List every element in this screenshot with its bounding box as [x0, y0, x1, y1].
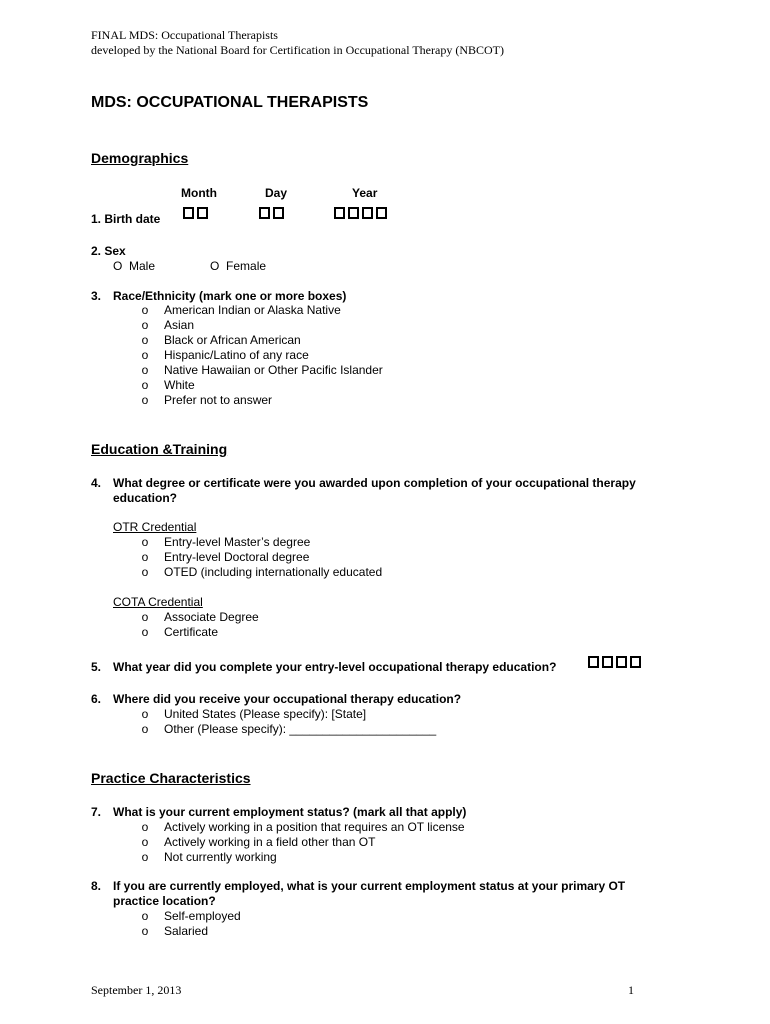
option-item[interactable] — [140, 565, 382, 580]
birth-date-label: 1. Birth date — [91, 212, 161, 226]
option-item[interactable] — [140, 625, 259, 640]
question-8-text-line-1: If you are currently employed, what is your current employment status at your primary OT — [113, 879, 626, 893]
birth-month-boxes[interactable] — [183, 207, 208, 219]
option-item[interactable] — [140, 535, 382, 550]
option-item[interactable] — [140, 835, 465, 850]
race-options — [140, 303, 383, 408]
bullet[interactable]: o — [141, 850, 149, 864]
option-label: OTED (including internationally educated — [164, 565, 383, 579]
bullet[interactable]: o — [141, 333, 149, 347]
bullet[interactable]: o — [141, 707, 149, 721]
question-7-number: 7. — [91, 805, 102, 819]
sex-option-female[interactable] — [210, 259, 266, 274]
option-label: Actively working in a position that requires an OT license — [164, 820, 465, 834]
checkbox[interactable] — [630, 656, 641, 668]
completion-year-boxes[interactable] — [588, 656, 641, 668]
option-item[interactable] — [140, 393, 383, 408]
option-label: Male — [129, 259, 156, 273]
question-3-number: 3. — [91, 289, 102, 303]
sex-option-male[interactable] — [113, 259, 155, 274]
q7-options — [140, 820, 465, 865]
option-label: White — [164, 378, 195, 392]
bullet[interactable]: o — [141, 318, 149, 332]
bullet[interactable]: o — [141, 565, 149, 579]
question-3-text: Race/Ethnicity (mark one or more boxes) — [113, 289, 347, 303]
checkbox[interactable] — [348, 207, 359, 219]
option-label: Prefer not to answer — [164, 393, 273, 407]
option-label: Entry-level Master’s degree — [164, 535, 311, 549]
birth-day-boxes[interactable] — [259, 207, 284, 219]
option-item[interactable] — [140, 348, 383, 363]
bullet[interactable]: o — [141, 393, 149, 407]
question-7-text: What is your current employment status? (mark all that apply) — [113, 805, 467, 819]
section-heading-education: Education &Training — [91, 441, 228, 457]
option-label: Salaried — [164, 924, 209, 938]
option-label: Not currently working — [164, 850, 277, 864]
cota-options — [140, 610, 259, 640]
otr-options — [140, 535, 382, 580]
option-item[interactable] — [140, 378, 383, 393]
checkbox[interactable] — [334, 207, 345, 219]
option-item[interactable] — [140, 850, 465, 865]
option-label: Native Hawaiian or Other Pacific Islander — [164, 363, 383, 377]
option-item[interactable] — [140, 924, 241, 939]
column-label-month: Month — [181, 186, 217, 200]
question-6-text: Where did you receive your occupational therapy education? — [113, 692, 462, 706]
question-8-text-line-2: practice location? — [113, 894, 216, 908]
bullet[interactable]: o — [141, 625, 149, 639]
page-number: 1 — [628, 983, 634, 997]
option-label: Entry-level Doctoral degree — [164, 550, 310, 564]
option-item[interactable] — [140, 550, 382, 565]
cota-credential-label: COTA Credential — [113, 595, 203, 609]
option-label: United States (Please specify): [State] — [164, 707, 367, 721]
section-heading-demographics: Demographics — [91, 150, 189, 166]
question-5-number: 5. — [91, 660, 102, 674]
bullet[interactable]: o — [141, 378, 149, 392]
option-item[interactable] — [140, 303, 383, 318]
option-item[interactable] — [140, 722, 436, 737]
column-label-year: Year — [352, 186, 378, 200]
page-title: MDS: OCCUPATIONAL THERAPISTS — [91, 94, 369, 111]
checkbox[interactable] — [588, 656, 599, 668]
question-4-text-line-2: education? — [113, 491, 178, 505]
bullet[interactable]: o — [141, 610, 149, 624]
option-label: Female — [226, 259, 267, 273]
bullet[interactable]: o — [141, 924, 149, 938]
question-6-number: 6. — [91, 692, 102, 706]
option-item[interactable] — [140, 363, 383, 378]
question-5-text: What year did you complete your entry-level occupational therapy education? — [113, 660, 557, 674]
option-item[interactable] — [140, 909, 241, 924]
radio-marker[interactable]: O — [113, 259, 123, 273]
footer-date: September 1, 2013 — [91, 983, 182, 997]
column-label-day: Day — [265, 186, 288, 200]
option-label: Certificate — [164, 625, 219, 639]
checkbox[interactable] — [376, 207, 387, 219]
radio-marker[interactable]: O — [210, 259, 220, 273]
option-item[interactable] — [140, 333, 383, 348]
option-label: Black or African American — [164, 333, 301, 347]
bullet[interactable]: o — [141, 303, 149, 317]
bullet[interactable]: o — [141, 550, 149, 564]
header-line-2: developed by the National Board for Certification in Occupational Therapy (NBCOT) — [91, 43, 504, 57]
checkbox[interactable] — [197, 207, 208, 219]
checkbox[interactable] — [273, 207, 284, 219]
q6-options — [140, 707, 436, 737]
bullet[interactable]: o — [141, 348, 149, 362]
bullet[interactable]: o — [141, 835, 149, 849]
option-item[interactable] — [140, 610, 259, 625]
option-label: Self-employed — [164, 909, 241, 923]
checkbox[interactable] — [602, 656, 613, 668]
question-8-number: 8. — [91, 879, 102, 893]
bullet[interactable]: o — [141, 722, 149, 736]
bullet[interactable]: o — [141, 535, 149, 549]
q8-options — [140, 909, 241, 939]
section-heading-practice: Practice Characteristics — [91, 770, 251, 786]
option-label: Actively working in a field other than OT — [164, 835, 376, 849]
question-4-number: 4. — [91, 476, 102, 490]
bullet[interactable]: o — [141, 363, 149, 377]
option-label: Other (Please specify): ______________________ — [164, 722, 437, 736]
option-label: Asian — [164, 318, 195, 332]
option-item[interactable] — [140, 318, 383, 333]
option-item[interactable] — [140, 820, 465, 835]
otr-credential-label: OTR Credential — [113, 520, 197, 534]
option-label: American Indian or Alaska Native — [164, 303, 341, 317]
option-item[interactable] — [140, 707, 436, 722]
header-line-1: FINAL MDS: Occupational Therapists — [91, 28, 278, 42]
bullet[interactable]: o — [141, 909, 149, 923]
birth-year-boxes[interactable] — [334, 207, 387, 219]
question-4-text-line-1: What degree or certificate were you awarded upon completion of your occupational therapy — [113, 476, 636, 490]
checkbox[interactable] — [259, 207, 270, 219]
sex-label: 2. Sex — [91, 244, 126, 258]
option-label: Hispanic/Latino of any race — [164, 348, 309, 362]
checkbox[interactable] — [616, 656, 627, 668]
checkbox[interactable] — [183, 207, 194, 219]
bullet[interactable]: o — [141, 820, 149, 834]
option-label: Associate Degree — [164, 610, 259, 624]
checkbox[interactable] — [362, 207, 373, 219]
